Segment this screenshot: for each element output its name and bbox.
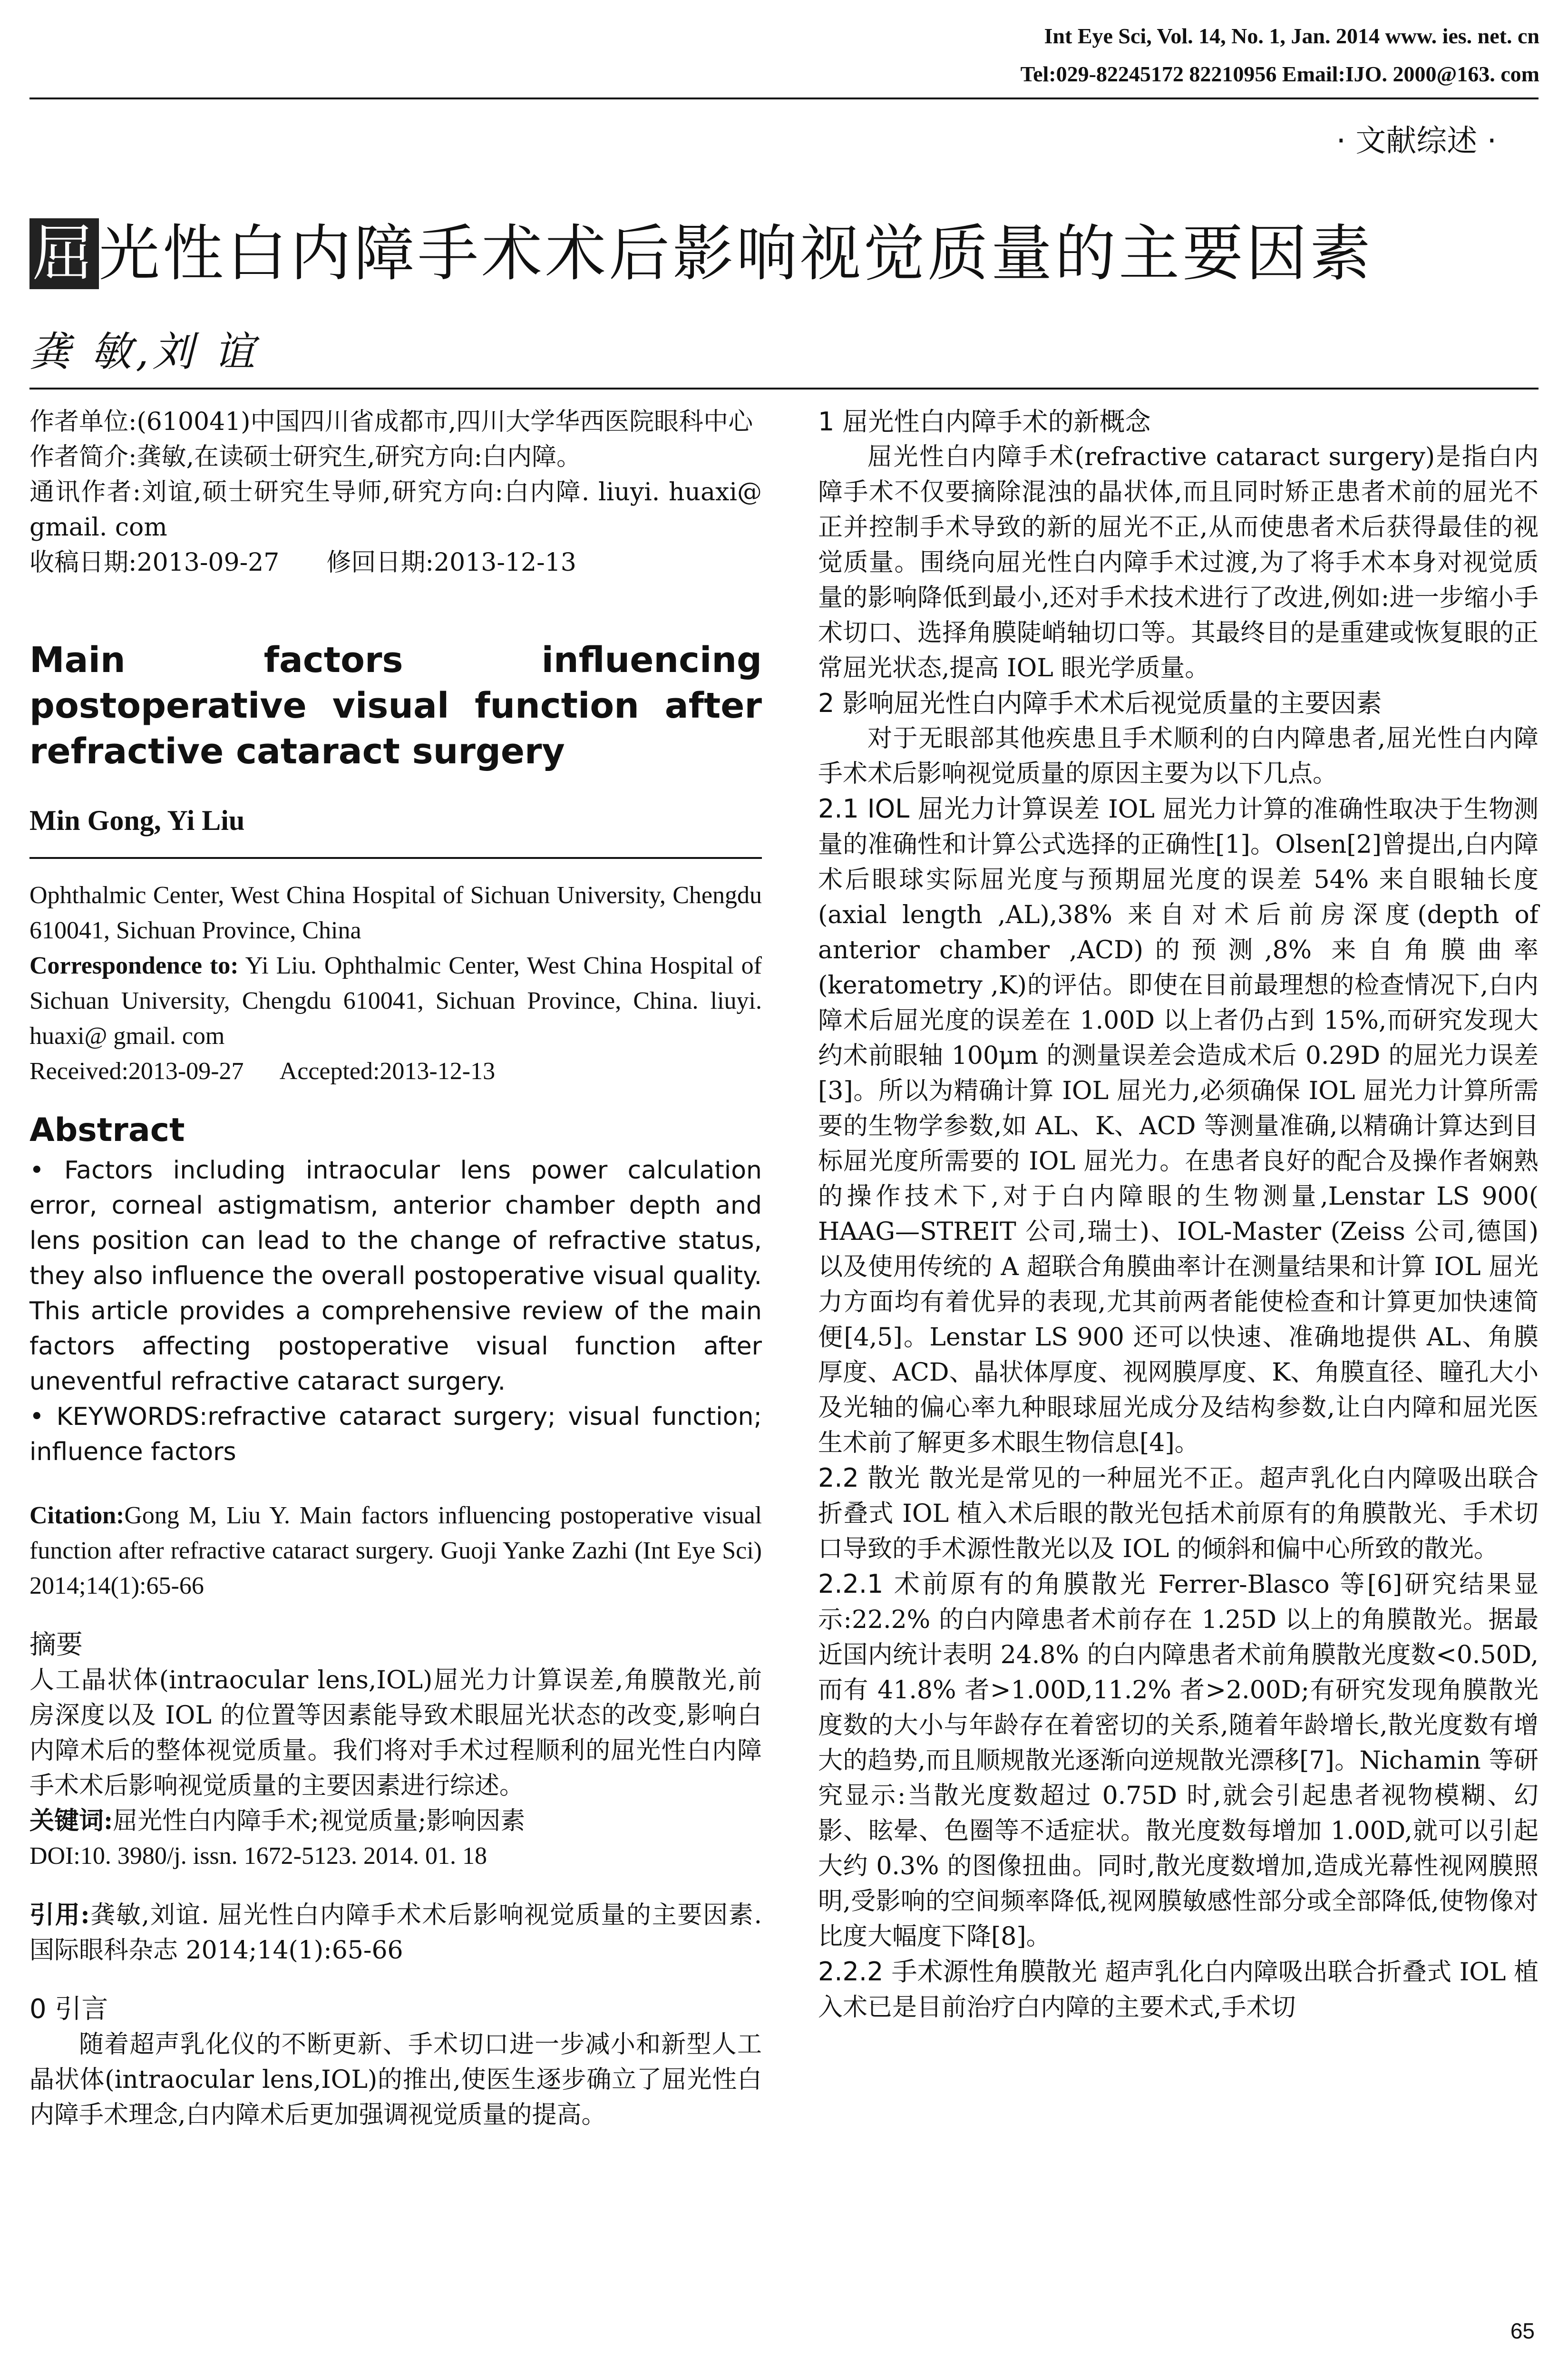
page-number: 65 (1510, 2319, 1535, 2343)
section-2-2-1-heading: 2.2.1 术前原有的角膜散光 (818, 1569, 1148, 1599)
authors-zh: 龚 敏,刘 谊 (29, 328, 259, 376)
right-column (818, 404, 1539, 2025)
keywords-en: • KEYWORDS:refractive cataract surgery; visual function; influence factors (29, 1403, 762, 1466)
abstract-zh-heading: 摘要 (29, 1629, 83, 1660)
english-affiliation: Ophthalmic Center, West China Hospital of Sichuan University, Chengdu 610041, Sichuan Province, China (29, 882, 762, 944)
citation-zh-label: 引用: (29, 1900, 90, 1929)
journal-header-line1: Int Eye Sci, Vol. 14, No. 1, Jan. 2014 www. ies. net. cn (1044, 24, 1539, 48)
keywords-zh-text: 屈光性白内障手术;视觉质量;影响因素 (113, 1807, 526, 1835)
abstract-heading: Abstract (29, 1111, 185, 1149)
corr-label: Correspondence to: (29, 952, 239, 979)
author-rule (29, 857, 762, 859)
english-dates: Received:2013-09-27 Accepted:2013-12-13 (29, 1058, 496, 1085)
citation-zh-text: 龚敏,刘谊. 屈光性白内障手术术后影响视觉质量的主要因素. 国际眼科杂志 2014;14(1):65-66 (29, 1901, 762, 1965)
section-tag: · 文献综述 · (1336, 124, 1497, 159)
abstract-zh: 人工晶状体(intraocular lens,IOL)屈光力计算误差,角膜散光,前房深度以及 IOL 的位置等因素能导致术眼屈光状态的改变,影响白内障术后的整体视觉质量。我们将对手术过程顺利的屈光性白内障手术术后影响视觉质量的主要因素进行综述。 (29, 1666, 762, 1800)
title-first-char: 屈 (29, 218, 99, 289)
section-2-2-1-text: Ferrer-Blasco 等[6]研究结果显示:22.2% 的白内障患者术前存在 1.25D 以上的角膜散光。据最近国内统计表明 24.8% 的白内障患者术前角膜散光度数<0.50D,而有 41.8% 者>1.00D,11.2% 者>2.00D;有研究发现角膜散光度数的大小与年龄存在着密切的关系,随着年龄增长,散光度数有增大的趋势,而且顺规散光逐渐向逆规散光漂移[7]。Nichamin 等研究显示:当散光度数超过 0.75D 时,就会引起患者视物模糊、幻影、眩晕、色圈等不适症状。散光度数每增加 1.00D,就可以引起大约 0.3% 的图像扭曲。同时,散光度数增加,造成光幕性视网膜照明,受影响的空间频率降低,视网膜敏感性部分或全部降低,使物像对比度大幅度下降[8]。 (818, 1570, 1539, 1951)
section-2-text: 对于无眼部其他疾患且手术顺利的白内障患者,屈光性白内障手术术后影响视觉质量的原因主要为以下几点。 (818, 724, 1539, 788)
author-bio-zh: 作者简介:龚敏,在读硕士研究生,研究方向:白内障。 (29, 443, 582, 471)
doi: DOI:10. 3980/j. issn. 1672-5123. 2014. 01. 18 (29, 1842, 487, 1870)
intro-heading: 0 引言 (29, 1994, 108, 2025)
citation-en (29, 1498, 762, 1604)
section-2-2-1 (818, 1567, 1539, 1954)
title-rule (29, 388, 1539, 390)
keywords-zh (29, 1803, 762, 1839)
section-2-2-text: 散光是常见的一种屈光不正。超声乳化白内障吸出联合折叠式 IOL 植入术后眼的散光包括术前原有的角膜散光、手术切口导致的手术源性散光以及 IOL 的倾斜和偏中心所致的散光。 (818, 1464, 1539, 1563)
citation-label: Citation: (29, 1502, 125, 1529)
section-2-2-2-heading: 2.2.2 手术源性角膜散光 (818, 1957, 1097, 1987)
dates-zh: 收稿日期:2013-09-27 修回日期:2013-12-13 (29, 548, 576, 577)
citation-zh (29, 1898, 762, 1968)
section-2-heading: 2 影响屈光性白内障手术术后视觉质量的主要因素 (818, 688, 1382, 718)
section-2-2-2 (818, 1954, 1539, 2025)
section-2-1-text: IOL 屈光力计算的准确性取决于生物测量的准确性和计算公式选择的正确性[1]。Olsen[2]曾提出,白内障术后眼球实际屈光度与预期屈光度的误差 54% 来自眼轴长度(axial length ,AL),38% 来自对术后前房深度(depth of anterior chamber ,ACD)的预测,8% 来自角膜曲率(keratometry ,K)的评估。即使在目前最理想的检查情况下,白内障术后屈光度的误差在 1.00D 以上者仍占到 15%,而研究发现大约术前眼轴 100μm 的测量误差会造成术后 0.29D 的屈光力误差[3]。所以为精确计算 IOL 屈光力,必须确保 IOL 屈光力计算所需要的生物学参数,如 AL、K、ACD 等测量准确,以精确计算达到目标屈光度所需要的 IOL 屈光力。在患者良好的配合及操作者娴熟的操作技术下,对于白内障眼的生物测量,Lenstar LS 900( HAAG—STREIT 公司,瑞士)、IOL-Master (Zeiss 公司,德国)以及使用传统的 A 超联合角膜曲率计在测量结果和计算 IOL 屈光力方面均有着优异的表现,尤其前两者能使检查和计算更加快速简便[4,5]。Lenstar LS 900 还可以快速、准确地提供 AL、角膜厚度、ACD、晶状体厚度、视网膜厚度、K、角膜直径、瞳孔大小及光轴的偏心率九种眼球屈光成分及结构参数,让白内障和屈光医生术前了解更多术眼生物信息[4]。 (818, 795, 1539, 1457)
section-1-heading: 1 屈光性白内障手术的新概念 (818, 407, 1151, 437)
correspondence-zh: 通讯作者:刘谊,硕士研究生导师,研究方向:白内障. liuyi. huaxi@ gmail. com (29, 478, 762, 542)
abstract-text: • Factors including intraocular lens power calculation error, corneal astigmatism, anterior chamber depth and lens position can lead to the change of refractive status, they also influence the overall postoperative visual quality. This article provides a comprehensive review of the main factors affecting postoperative visual function after uneventful refractive cataract surgery. (29, 1156, 762, 1396)
affiliation-zh: 作者单位:(610041)中国四川省成都市,四川大学华西医院眼科中心 (29, 408, 753, 436)
section-2-1-heading: 2.1 IOL 屈光力计算误差 (818, 794, 1101, 824)
section-2-2 (818, 1461, 1539, 1567)
section-1-text: 屈光性白内障手术(refractive cataract surgery)是指白内障手术不仅要摘除混浊的晶状体,而且同时矫正患者术前的屈光不正并控制手术导致的新的屈光不正,从而使患者术后获得最佳的视觉质量。围绕向屈光性白内障手术过渡,为了将手术本身对视觉质量的影响降低到最小,还对手术技术进行了改进,例如:进一步缩小手术切口、选择角膜陡峭轴切口等。其最终目的是重建或恢复眼的正常屈光状态,提高 IOL 眼光学质量。 (818, 443, 1539, 682)
section-2-2-2-text: 超声乳化白内障吸出联合折叠式 IOL 植入术已是目前治疗白内障的主要术式,手术切 (818, 1958, 1539, 2022)
english-title: Main factors influencing postoperative visual function after refractive cataract surgery (29, 640, 762, 772)
intro-text: 随着超声乳化仪的不断更新、手术切口进一步减小和新型人工晶状体(intraocular lens,IOL)的推出,使医生逐步确立了屈光性白内障手术理念,白内障术后更加强调视觉质量的提高。 (29, 2030, 762, 2129)
section-2-2-heading: 2.2 散光 (818, 1463, 921, 1493)
journal-header-line2: Tel:029-82245172 82210956 Email:IJO. 2000@163. com (1020, 62, 1539, 86)
section-2-1 (818, 791, 1539, 1461)
citation-text: Gong M, Liu Y. Main factors influencing postoperative visual function after refractive cataract surgery. Guoji Yanke Zazhi (Int Eye Sci) 2014;14(1):65-66 (29, 1502, 762, 1599)
article-title (29, 205, 1373, 292)
title-rest: 光性白内障手术术后影响视觉质量的主要因素 (99, 218, 1374, 289)
english-correspondence (29, 948, 762, 1054)
header-rule (29, 97, 1539, 99)
english-authors: Min Gong, Yi Liu (29, 805, 245, 836)
corr-text: Yi Liu. Ophthalmic Center, West China Hospital of Sichuan University, Chengdu 610041, Sichuan Province, China. liuyi. huaxi@ gmail. com (29, 952, 762, 1050)
left-column (29, 404, 762, 2133)
keywords-zh-label: 关键词: (29, 1806, 113, 1835)
